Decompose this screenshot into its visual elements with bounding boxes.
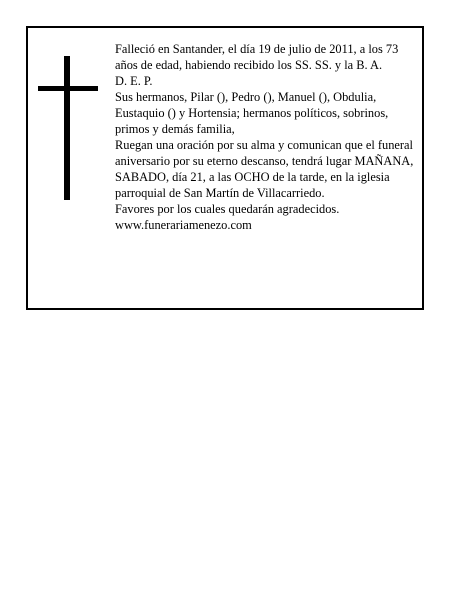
funeral-home-website: www.funerariamenezo.com [115,218,252,232]
thanks-note: Favores por los cuales quedarán agradecidos. [115,202,340,216]
death-announcement: Falleció en Santander, el día 19 de julio de 2011, a los 73 años de edad, habiendo recibido los SS. SS. y la B. A. [115,42,399,72]
family-list: Sus hermanos, Pilar (), Pedro (), Manuel (), Obdulia, Eustaquio () y Hortensia; hermanos políticos, sobrinos, primos y demás familia, [115,90,389,136]
funeral-details: Ruegan una oración por su alma y comunican que el funeral aniversario por su eterno descanso, tendrá lugar MAÑANA, SABADO, día 21, a las OCHO de la tarde, en la iglesia parroquial de San Martín de Villacarriedo. [115,138,414,200]
notice-text [115,41,421,233]
latin-cross-icon [38,56,98,200]
cross-horizontal-bar [38,86,98,91]
obituary-notice [26,26,424,310]
rest-in-peace: D. E. P. [115,74,153,88]
cross-vertical-bar [64,56,70,200]
